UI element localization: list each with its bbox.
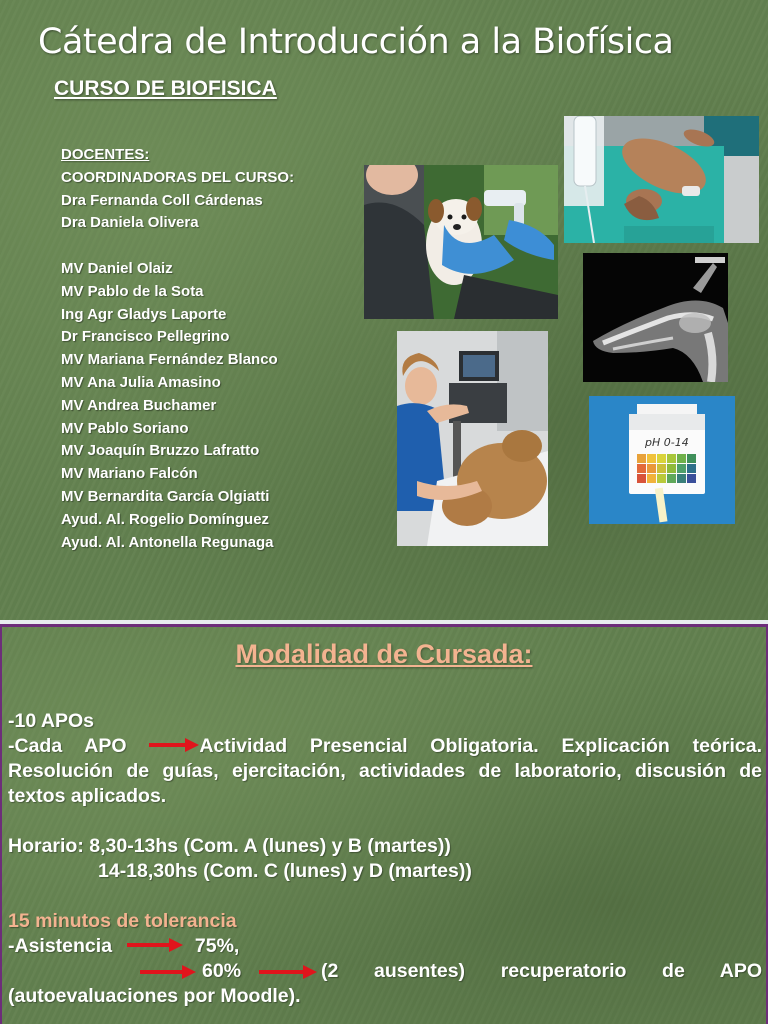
attendance-60-value: 60%: [202, 960, 242, 982]
modality-title: Modalidad de Cursada:: [235, 639, 533, 669]
attendance-60: [8, 959, 762, 984]
attendance-75-value: 75%,: [194, 935, 240, 957]
cada-apo-label: -Cada APO: [8, 735, 127, 757]
teacher-item: MV Mariano Falcón: [61, 465, 198, 483]
teacher-item: MV Andrea Buchamer: [61, 396, 217, 414]
schedule-line-1: Horario: 8,30-13hs (Com. A (lunes) y B (martes)): [8, 835, 451, 857]
arrow-right-icon: [149, 738, 199, 752]
teacher-item: Ayud. Al. Rogelio Domínguez: [61, 510, 270, 528]
teacher-item: Ing Agr Gladys Laporte: [61, 305, 227, 323]
teacher-item: MV Ana Julia Amasino: [61, 373, 221, 391]
attendance-75: [8, 934, 762, 959]
teacher-item: Dr Francisco Pellegrino: [61, 328, 230, 346]
slide-course-modality: [0, 624, 768, 1024]
course-title: CURSO DE BIOFISICA: [54, 77, 277, 100]
apos-count: -10 APOs: [8, 710, 94, 732]
recovery-note: (2 ausentes) recuperatorio de APO: [321, 960, 762, 982]
slide-title: Cátedra de Introducción a la Biofísica: [38, 22, 674, 62]
coordinators-header: COORDINADORAS DEL CURSO:: [61, 168, 295, 186]
coordinator-item: Dra Fernanda Coll Cárdenas: [61, 191, 263, 209]
photo-vet-ultrasound: [397, 331, 548, 546]
teacher-item: Ayud. Al. Antonella Regunaga: [61, 533, 274, 551]
self-evaluation-note: (autoevaluaciones por Moodle).: [8, 985, 301, 1007]
modality-body: [8, 709, 762, 1009]
teacher-item: MV Pablo Soriano: [61, 419, 189, 437]
teacher-item: MV Bernardita García Olgiatti: [61, 487, 270, 505]
schedule-line-2: 14-18,30hs (Com. C (lunes) y D (martes)): [98, 860, 472, 882]
test-strip-label: pH 0-14: [645, 436, 689, 449]
apo-definition: Actividad Presencial Obligatoria. Explicación teórica. Resolución de guías, ejercitación, actividades de laboratorio, discusión de textos aplicados.: [8, 735, 762, 807]
teacher-item: MV Joaquín Bruzzo Lafratto: [61, 442, 260, 460]
apo-description: [8, 734, 762, 809]
photo-xray-dog-head: [583, 253, 728, 382]
staff-header: DOCENTES:: [61, 146, 150, 163]
tolerance-note: 15 minutos de tolerancia: [8, 910, 237, 932]
teacher-item: MV Pablo de la Sota: [61, 282, 204, 300]
staff-list: [61, 144, 294, 554]
photo-ph-test-strips: [589, 396, 735, 524]
arrow-right-icon: [140, 965, 196, 979]
coordinator-item: Dra Daniela Olivera: [61, 214, 199, 232]
attendance-label: -Asistencia: [8, 935, 113, 957]
photo-dog-thermometer: [364, 165, 558, 319]
arrow-right-icon: [259, 965, 317, 979]
teacher-item: MV Daniel Olaiz: [61, 259, 173, 277]
teacher-item: MV Mariana Fernández Blanco: [61, 351, 278, 369]
arrow-right-icon: [127, 938, 183, 952]
photo-dog-iv: [564, 116, 759, 243]
